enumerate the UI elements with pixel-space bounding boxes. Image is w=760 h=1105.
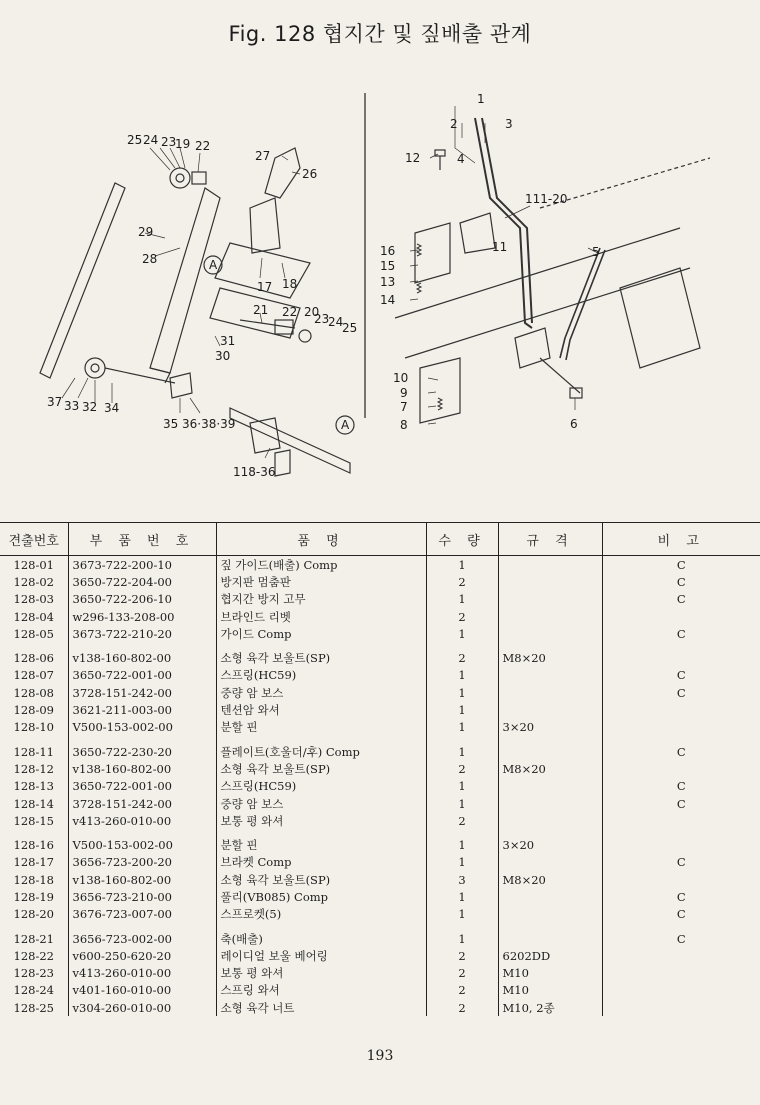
note (602, 999, 760, 1016)
callout-37: 37 (47, 395, 63, 409)
table-row (0, 778, 760, 795)
table-row (0, 625, 760, 642)
callout-22b: 22 (282, 305, 298, 319)
part-number: v600-250-620-20 (68, 947, 216, 964)
row-number: 128-19 (13, 889, 54, 904)
note: C (602, 556, 760, 574)
specification (498, 923, 602, 947)
specification (498, 608, 602, 625)
part-number: 3650-722-230-20 (68, 736, 216, 760)
quantity: 1 (426, 701, 498, 718)
table-row (0, 760, 760, 777)
quantity: 1 (426, 923, 498, 947)
callout-118-36: 118-36 (233, 465, 276, 479)
callout-17: 17 (257, 280, 273, 294)
quantity: 1 (426, 684, 498, 701)
parts-table (0, 522, 760, 1016)
specification (498, 736, 602, 760)
part-name: 분할 핀 (216, 829, 426, 853)
header-spec: 규 격 (498, 523, 602, 556)
callout-5: 5 (592, 245, 600, 259)
note: C (602, 667, 760, 684)
specification: M10 (498, 982, 602, 999)
part-number: v304-260-010-00 (68, 999, 216, 1016)
header-name: 품 명 (216, 523, 426, 556)
row-number: 128-22 (13, 948, 54, 963)
part-name: 방지판 멈춤판 (216, 573, 426, 590)
callout-23b: 23 (314, 312, 330, 326)
callout-12: 12 (405, 151, 421, 165)
quantity: 2 (426, 982, 498, 999)
part-number: 3656-723-200-20 (68, 854, 216, 871)
callout-10: 10 (393, 371, 409, 385)
header-no: 견출번호 (0, 523, 68, 556)
part-name: 브라인드 리벳 (216, 608, 426, 625)
row-number: 128-01 (13, 557, 54, 572)
row-number: 128-04 (13, 609, 54, 624)
page-number: 193 (366, 1048, 394, 1064)
part-name: 소형 육각 보울트(SP) (216, 760, 426, 777)
header-note: 비 고 (602, 523, 760, 556)
callout-36-38-39: 36·38·39 (182, 417, 236, 431)
row-number: 128-17 (13, 855, 54, 870)
note (602, 871, 760, 888)
callout-3: 3 (505, 117, 513, 131)
part-name: 소형 육각 보울트(SP) (216, 642, 426, 666)
callout-23: 23 (161, 135, 177, 149)
note (602, 829, 760, 853)
note: C (602, 795, 760, 812)
callout-25: 25 (127, 133, 143, 147)
callout-26: 26 (302, 167, 318, 181)
specification (498, 906, 602, 923)
specification: 3×20 (498, 829, 602, 853)
specification (498, 684, 602, 701)
callout-30: 30 (215, 349, 231, 363)
quantity: 1 (426, 625, 498, 642)
quantity: 2 (426, 760, 498, 777)
callout-14: 14 (380, 293, 396, 307)
table-row (0, 719, 760, 736)
quantity: 1 (426, 667, 498, 684)
callout-35: 35 (163, 417, 179, 431)
specification (498, 778, 602, 795)
quantity: 2 (426, 947, 498, 964)
callout-7: 7 (400, 400, 408, 414)
table-row (0, 736, 760, 760)
table-row (0, 982, 760, 999)
row-number: 128-11 (13, 744, 54, 759)
table-row (0, 947, 760, 964)
table-row (0, 608, 760, 625)
callout-32: 32 (82, 400, 98, 414)
table-header-row (0, 523, 760, 556)
table-row (0, 573, 760, 590)
table-row (0, 667, 760, 684)
part-number: v138-160-802-00 (68, 871, 216, 888)
part-name: 중량 암 보스 (216, 795, 426, 812)
part-name: 스프링(HC59) (216, 667, 426, 684)
callout-6: 6 (570, 417, 578, 431)
callout-9: 9 (400, 386, 408, 400)
table-row (0, 871, 760, 888)
callout-4: 4 (457, 152, 465, 166)
quantity: 2 (426, 642, 498, 666)
header-part-no: 부 품 번 호 (68, 523, 216, 556)
row-number: 128-23 (13, 966, 54, 981)
quantity: 2 (426, 608, 498, 625)
note (602, 812, 760, 829)
row-number: 128-02 (13, 574, 54, 589)
callout-25b: 25 (342, 321, 358, 335)
note: C (602, 854, 760, 871)
row-number: 128-13 (13, 779, 54, 794)
exploded-parts-diagram (20, 88, 710, 498)
note: C (602, 923, 760, 947)
header-qty: 수 량 (426, 523, 498, 556)
part-number: 3676-723-007-00 (68, 906, 216, 923)
quantity: 1 (426, 906, 498, 923)
marker-a-right: A (341, 418, 350, 432)
table-row (0, 812, 760, 829)
quantity: 1 (426, 829, 498, 853)
part-number: v413-260-010-00 (68, 812, 216, 829)
quantity: 1 (426, 591, 498, 608)
callout-31: 31 (220, 334, 236, 348)
part-number: V500-153-002-00 (68, 719, 216, 736)
specification (498, 888, 602, 905)
table-row (0, 999, 760, 1016)
part-name: 브라켓 Comp (216, 854, 426, 871)
note (602, 719, 760, 736)
table-row (0, 923, 760, 947)
specification (498, 812, 602, 829)
row-number: 128-21 (13, 931, 54, 946)
part-name: 가이드 Comp (216, 625, 426, 642)
note: C (602, 573, 760, 590)
callout-16: 16 (380, 244, 396, 258)
row-number: 128-08 (13, 685, 54, 700)
table-row (0, 888, 760, 905)
specification: 3×20 (498, 719, 602, 736)
row-number: 128-20 (13, 907, 54, 922)
part-name: 짚 가이드(배출) Comp (216, 556, 426, 574)
quantity: 2 (426, 573, 498, 590)
part-number: 3673-722-200-10 (68, 556, 216, 574)
note: C (602, 684, 760, 701)
part-name: 레이디얼 보울 베어링 (216, 947, 426, 964)
callout-33: 33 (64, 399, 80, 413)
quantity: 2 (426, 999, 498, 1016)
part-number: 3650-722-001-00 (68, 667, 216, 684)
note: C (602, 906, 760, 923)
part-number: 3656-723-002-00 (68, 923, 216, 947)
part-name: 분할 핀 (216, 719, 426, 736)
row-number: 128-16 (13, 838, 54, 853)
callout-8: 8 (400, 418, 408, 432)
row-number: 128-18 (13, 872, 54, 887)
row-number: 128-06 (13, 651, 54, 666)
specification: M8×20 (498, 871, 602, 888)
callout-15: 15 (380, 259, 396, 273)
specification (498, 667, 602, 684)
quantity: 1 (426, 888, 498, 905)
note (602, 760, 760, 777)
row-number: 128-05 (13, 626, 54, 641)
specification (498, 625, 602, 642)
part-number: 3728-151-242-00 (68, 795, 216, 812)
part-number: 3673-722-210-20 (68, 625, 216, 642)
table-row (0, 795, 760, 812)
row-number: 128-24 (13, 983, 54, 998)
page-title: Fig. 128 협지간 및 짚배출 관계 (228, 22, 532, 46)
specification: M10, 2종 (498, 999, 602, 1016)
row-number: 128-14 (13, 796, 54, 811)
table-row (0, 701, 760, 718)
part-number: v401-160-010-00 (68, 982, 216, 999)
part-name: 텐션암 와셔 (216, 701, 426, 718)
callout-22: 22 (195, 139, 211, 153)
row-number: 128-10 (13, 720, 54, 735)
callout-28: 28 (142, 252, 158, 266)
specification (498, 701, 602, 718)
quantity: 1 (426, 556, 498, 574)
note: C (602, 778, 760, 795)
callout-19: 19 (175, 137, 191, 151)
callout-18: 18 (282, 277, 298, 291)
table-row (0, 854, 760, 871)
table-row (0, 642, 760, 666)
note: C (602, 888, 760, 905)
part-number: 3621-211-003-00 (68, 701, 216, 718)
note (602, 965, 760, 982)
part-name: 보통 평 와셔 (216, 812, 426, 829)
row-number: 128-25 (13, 1000, 54, 1015)
table-row (0, 556, 760, 574)
part-name: 스프링 와셔 (216, 982, 426, 999)
table-row (0, 591, 760, 608)
quantity: 1 (426, 854, 498, 871)
callout-13: 13 (380, 275, 396, 289)
specification: 6202DD (498, 947, 602, 964)
callout-24: 24 (143, 133, 159, 147)
specification (498, 573, 602, 590)
callout-21: 21 (253, 303, 269, 317)
note (602, 701, 760, 718)
table-row (0, 965, 760, 982)
callout-34: 34 (104, 401, 120, 415)
row-number: 128-15 (13, 813, 54, 828)
part-number: 3650-722-204-00 (68, 573, 216, 590)
note: C (602, 625, 760, 642)
part-name: 스프로켓(5) (216, 906, 426, 923)
note (602, 608, 760, 625)
specification: M8×20 (498, 642, 602, 666)
table-row (0, 829, 760, 853)
part-name: 스프링(HC59) (216, 778, 426, 795)
callout-11: 11 (492, 240, 508, 254)
part-number: 3656-723-210-00 (68, 888, 216, 905)
callout-27: 27 (255, 149, 271, 163)
part-name: 소형 육각 너트 (216, 999, 426, 1016)
part-name: 축(배출) (216, 923, 426, 947)
part-number: v138-160-802-00 (68, 642, 216, 666)
part-number: v413-260-010-00 (68, 965, 216, 982)
part-name: 소형 육각 보울트(SP) (216, 871, 426, 888)
table-body (0, 556, 760, 1017)
row-number: 128-03 (13, 592, 54, 607)
row-number: 128-12 (13, 761, 54, 776)
part-name: 보통 평 와셔 (216, 965, 426, 982)
specification: M8×20 (498, 760, 602, 777)
specification (498, 854, 602, 871)
note (602, 982, 760, 999)
specification: M10 (498, 965, 602, 982)
callout-29: 29 (138, 225, 154, 239)
quantity: 2 (426, 812, 498, 829)
part-number: v138-160-802-00 (68, 760, 216, 777)
callout-111-20: 111-20 (525, 192, 568, 206)
quantity: 1 (426, 719, 498, 736)
note: C (602, 591, 760, 608)
callout-24b: 24 (328, 315, 344, 329)
part-name: 협지간 방지 고무 (216, 591, 426, 608)
part-number: V500-153-002-00 (68, 829, 216, 853)
marker-a-left: A (209, 258, 218, 272)
row-number: 128-09 (13, 703, 54, 718)
part-number: w296-133-208-00 (68, 608, 216, 625)
specification (498, 591, 602, 608)
quantity: 1 (426, 795, 498, 812)
quantity: 1 (426, 736, 498, 760)
part-number: 3728-151-242-00 (68, 684, 216, 701)
row-number: 128-07 (13, 668, 54, 683)
part-number: 3650-722-001-00 (68, 778, 216, 795)
note (602, 947, 760, 964)
quantity: 3 (426, 871, 498, 888)
callout-1: 1 (477, 92, 485, 106)
note: C (602, 736, 760, 760)
quantity: 2 (426, 965, 498, 982)
callout-2: 2 (450, 117, 458, 131)
specification (498, 795, 602, 812)
part-name: 풀리(VB085) Comp (216, 888, 426, 905)
part-name: 플레이트(호울더/후) Comp (216, 736, 426, 760)
table-row (0, 684, 760, 701)
callout-20b: 20 (304, 305, 320, 319)
note (602, 642, 760, 666)
specification (498, 556, 602, 574)
part-number: 3650-722-206-10 (68, 591, 216, 608)
quantity: 1 (426, 778, 498, 795)
part-name: 중량 암 보스 (216, 684, 426, 701)
table-row (0, 906, 760, 923)
diagram-svg (20, 88, 710, 498)
